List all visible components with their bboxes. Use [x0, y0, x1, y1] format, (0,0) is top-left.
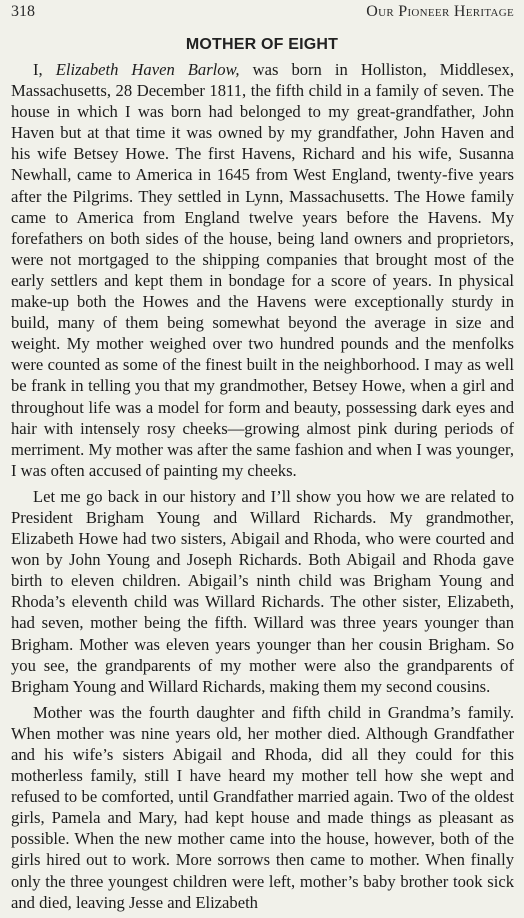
- chapter-title: MOTHER OF EIGHT: [185, 36, 339, 53]
- paragraph-1-lead: I,: [33, 60, 56, 79]
- book-title: Our Pioneer Heritage: [366, 3, 514, 20]
- page-number: 318: [11, 3, 35, 20]
- paragraph-1: [11, 59, 514, 481]
- paragraph-2: Let me go back in our history and I’ll show you how we are related to President Brigham Young and Willard Richards. My grandmother, Elizabeth Howe had two sisters, Abigail and Rhoda, who were courted and won by John Young and Joseph Richards. Both Abigail and Rhoda gave birth to eleven children. Abigail’s ninth child was Brigham Young and Rhoda’s eleventh child was Willard Richards. The other sister, Elizabeth, had seven, mother being the fifth. Willard was three years younger than Brigham. Mother was eleven years younger than her cousin Brigham. So you see, the grandparents of my mother were also the grandparents of Brigham Young and Willard Richards, making them my second cousins.: [11, 486, 514, 696]
- author-name: Elizabeth Haven Barlow,: [55, 60, 240, 79]
- body-text: [11, 59, 514, 918]
- running-head: [11, 2, 514, 22]
- paragraph-3: Mother was the fourth daughter and fifth child in Grandma’s family. When mother was nine years old, her mother died. Although Grandfather and his wife’s sisters Abigail and Rhoda, did all they could for this motherless family, still I have heard my mother tell how she wept and refused to be comforted, until Grandfather married again. Two of the oldest girls, Pamela and Mary, had kept house and made things as pleasant as possible. When the new mother came into the house, however, both of the girls hired out to work. More sorrows then came to mother. When finally only the three youngest children were left, mother’s baby brother took sick and died, leaving Jesse and Elizabeth: [11, 702, 514, 912]
- paragraph-1-text: was born in Holliston, Middlesex, Massachusetts, 28 December 1811, the fifth child in a family of seven. The house in which I was born had belonged to my great-grandfather, John Haven but at that time it was owned by my grandfather, John Haven and his wife Betsey Howe. The first Havens, Richard and his wife, Susanna Newhall, came to America in 1645 from West England, twenty-five years after the Pilgrims. They settled in Lynn, Massachusetts. The Howe family came to America from England twelve years before the Havens. My forefathers on both sides of the house, being land owners and proprietors, were not mortgaged to the shipping companies that brought most of the early settlers and kept them in bondage for a score of years. In physical make-up both the Howes and the Havens were exceptionally sturdy in build, many of them being somewhat beyond the average in size and weight. My mother weighed over two hundred pounds and the menfolks were counted as some of the finest built in the neighborhood. I may as well be frank in telling you that my grandmother, Betsey Howe, when a girl and throughout life was a model for form and beauty, possessing dark eyes and hair with intensely rosy cheeks—growing almost pink during periods of merriment. My mother was after the same fashion and when I was younger, I was often accused of painting my cheeks.: [11, 60, 514, 480]
